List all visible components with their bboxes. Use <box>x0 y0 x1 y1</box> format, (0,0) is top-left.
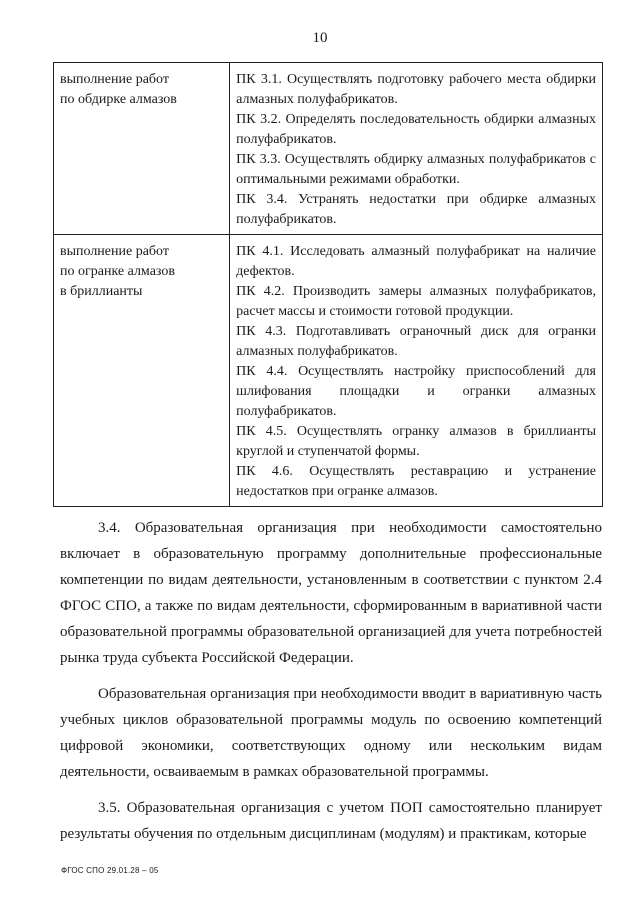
paragraph-3-4: 3.4. Образовательная организация при необходимости самостоятельно включает в образовательную программу дополнительные профессиональные компетенции по видам деятельности, установленным в соответствии с пунктом 2.4 ФГОС СПО, а также по видам деятельности, сформированным в вариативной части образовательной программы образовательной организацией для учета потребностей рынка труда субъекта Российской Федерации. <box>60 520 602 666</box>
skills-cell <box>230 235 603 507</box>
skill-item: ПК 4.6. Осуществлять реставрацию и устранение недостатков при огранке алмазов. <box>236 464 596 499</box>
footer-code: ФГОС СПО 29.01.28 – 05 <box>61 866 159 875</box>
activity-text: в бриллианты <box>60 284 143 299</box>
activity-text: выполнение работ <box>60 72 169 87</box>
skill-item: ПК 3.2. Определять последовательность обдирки алмазных полуфабрикатов. <box>236 112 596 147</box>
table-row <box>54 63 603 235</box>
skill-item: ПК 3.3. Осуществлять обдирку алмазных полуфабрикатов с оптимальными режимами обработки. <box>236 152 596 187</box>
activity-text: по обдирке алмазов <box>60 92 177 107</box>
skill-item: ПК 3.1. Осуществлять подготовку рабочего места обдирки алмазных полуфабрикатов. <box>236 72 596 107</box>
skill-item: ПК 4.5. Осуществлять огранку алмазов в бриллианты круглой и ступенчатой формы. <box>236 424 596 459</box>
competency-table <box>53 62 603 507</box>
skill-item: ПК 3.4. Устранять недостатки при обдирке алмазных полуфабрикатов. <box>236 192 596 227</box>
body-text <box>60 515 602 847</box>
page-number: 10 <box>312 30 328 46</box>
activity-text: выполнение работ <box>60 244 169 259</box>
activity-cell <box>54 63 230 235</box>
table-row <box>54 235 603 507</box>
paragraph-3-5: 3.5. Образовательная организация с учетом ПОП самостоятельно планирует результаты обучения по отдельным дисциплинам (модулям) и практикам, которые <box>60 800 602 842</box>
skills-cell <box>230 63 603 235</box>
skill-item: ПК 4.2. Производить замеры алмазных полуфабрикатов, расчет массы и стоимости готовой продукции. <box>236 284 596 319</box>
skill-item: ПК 4.3. Подготавливать ограночный диск для огранки алмазных полуфабрикатов. <box>236 324 596 359</box>
skill-item: ПК 4.1. Исследовать алмазный полуфабрикат на наличие дефектов. <box>236 244 596 279</box>
activity-cell <box>54 235 230 507</box>
skill-item: ПК 4.4. Осуществлять настройку приспособлений для шлифования площадки и огранки алмазных полуфабрикатов. <box>236 364 596 419</box>
activity-text: по огранке алмазов <box>60 264 175 279</box>
paragraph-digital-economy: Образовательная организация при необходимости вводит в вариативную часть учебных циклов образовательной программы модуль по освоению компетенций цифровой экономики, соответствующих одному или нескольким видам деятельности, осваиваемым в рамках образовательной программы. <box>60 686 602 780</box>
